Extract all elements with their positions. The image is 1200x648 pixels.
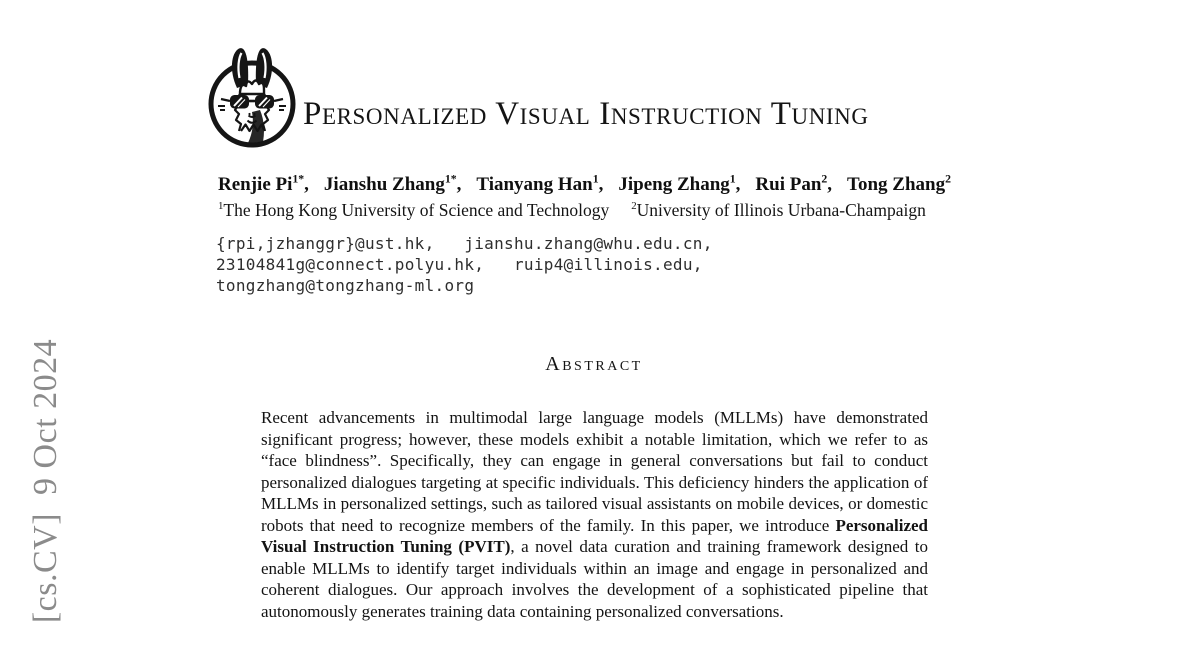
abstract-text: Recent advancements in multimodal large language models (MLLMs) have demonstrated significant progress; however, these models exhibit a notable limitation, which we refer to as “face blindness”. Specifically, they can engage in general conversations but fail to conduct personalized dialogues targeting at specific individuals. This deficiency hinders the application of MLLMs in personalized settings, such as tailored visual assistants on mobile devices, or domestic robots that need to recognize members of the family. In this paper, we introduce Personalized Visual Instruction Tuning (PVIT), a novel data curation and training framework designed to enable MLLMs to identify target individuals within an image and engage in personalized and coherent dialogues. Our approach involves the development of a sophisticated pipeline that autonomously generates training data containing personalized conversations.	[261, 408, 928, 621]
email-line: tongzhang@tongzhang-ml.org	[216, 276, 475, 295]
author-affil-marker: 2	[821, 172, 828, 186]
author-affil-marker: 1	[729, 172, 736, 186]
author: Renjie $Pi^{1*}$,	[218, 172, 309, 195]
author: Rui Pan$^2$,	[755, 172, 833, 195]
abstract-heading: Abstract	[545, 353, 643, 375]
email-block	[216, 233, 713, 296]
pvit-bold-phrase: Personalized Visual Instruction Tuning (PVIT)	[261, 515, 928, 556]
llama-sunglasses-logo-icon	[208, 44, 296, 150]
author: Tianyang Han$^1$,	[476, 172, 604, 195]
author: Jipeng Zhang$^1$,	[618, 172, 741, 195]
author: Tong Zhang$^2$	[847, 172, 951, 195]
email-line: 23104841g@connect.polyu.hk, ruip4@illinois.edu,	[216, 255, 703, 274]
author-affil-marker: 2	[945, 172, 951, 186]
email-line: {rpi,jzhanggr}@ust.hk, jianshu.zhang@whu.edu.cn,	[216, 234, 713, 253]
arxiv-category-stamp: [cs.CV] 9 Oct 2024	[27, 338, 64, 624]
affiliation: $^1$The Hong Kong University of Science and Technology	[218, 200, 610, 220]
author-affil-marker: 1*	[292, 172, 305, 186]
author-affil-marker: 1	[592, 172, 599, 186]
author-affil-marker: 1*	[444, 172, 457, 186]
paper-title: Personalized Visual Instruction Tuning	[303, 96, 869, 132]
author-list	[218, 174, 951, 196]
affiliation: $^2$University of Illinois Urbana-Champaign	[631, 200, 926, 220]
author: Jianshu Zhang$^{1*}$,	[323, 172, 462, 195]
affiliation-list	[218, 200, 926, 221]
